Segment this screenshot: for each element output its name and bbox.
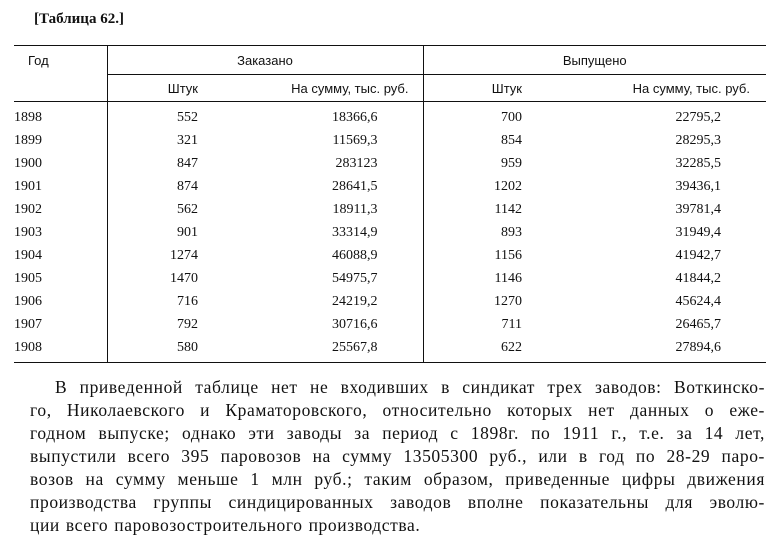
cell-year: 1908 [14,336,107,363]
cell-rel-units: 959 [423,152,547,175]
table-row [14,175,766,198]
table-row [14,221,766,244]
cell-ord-sum: 11569,3 [332,132,378,148]
cell-ord-units: 874 [107,175,210,198]
col-year-header: Год [14,46,107,102]
cell-rel-units: 700 [423,102,547,130]
cell-year: 1898 [14,109,42,125]
cell-rel-units: 622 [423,336,547,363]
cell-ord-units: 847 [107,152,210,175]
cell-year: 1906 [14,293,42,309]
cell-ord-units: 321 [107,129,210,152]
cell-rel-sum: 45624,4 [675,293,721,309]
cell-ord-sum: 28641,5 [332,178,378,194]
cell-rel-units: 1270 [423,290,547,313]
cell-rel-sum: 22795,2 [675,109,721,125]
cell-rel-sum: 41844,2 [675,270,721,286]
cell-year: 1899 [14,132,42,148]
table-row [14,244,766,267]
cell-rel-units: 1202 [423,175,547,198]
cell-rel-sum: 32285,5 [675,155,721,171]
ordered-sum-header: На сумму, тыс. руб. [210,75,423,102]
cell-year: 1905 [14,270,42,286]
cell-ord-sum: 18366,6 [332,109,378,125]
released-sum-header: На сумму, тыс. руб. [547,75,766,102]
cell-rel-units: 1156 [423,244,547,267]
cell-ord-sum: 25567,8 [210,336,423,363]
table-row [14,102,766,130]
table-row [14,290,766,313]
table-row [14,313,766,336]
cell-ord-units: 716 [107,290,210,313]
locomotive-table [14,45,766,363]
paragraph-line: производства группы синдицированных заводов вполне показательны для эволю- [30,492,765,512]
cell-rel-units: 854 [423,129,547,152]
ordered-units-header: Штук [107,75,210,102]
cell-year: 1901 [14,178,42,194]
cell-year: 1900 [14,155,42,171]
paragraph-line: ции всего паровозостроительного производства. [30,515,421,535]
cell-rel-units: 893 [423,221,547,244]
cell-ord-sum: 24219,2 [332,293,378,309]
cell-year: 1903 [14,224,42,240]
cell-rel-sum: 28295,3 [675,132,721,148]
body-paragraph [30,376,765,537]
cell-rel-sum: 39781,4 [675,201,721,217]
paragraph-line: В приведенной таблице нет не входивших в синдикат трех заводов: Воткинско- [55,377,765,397]
cell-rel-sum: 31949,4 [675,224,721,240]
cell-rel-units: 1142 [423,198,547,221]
cell-year: 1907 [14,316,42,332]
cell-ord-units: 552 [107,102,210,130]
paragraph-line: годном выпуске; однако эти заводы за период с 1898г. по 1911 г., т.е. за 14 лет, [30,423,765,443]
cell-ord-units: 1470 [107,267,210,290]
paragraph-line: го, Николаевского и Краматоровского, относительно которых нет данных о еже- [30,400,765,420]
paragraph-line: возов на сумму меньше 1 млн руб.; таким образом, приведенные цифры движения [30,469,765,489]
released-units-header: Штук [423,75,547,102]
cell-ord-units: 580 [107,336,210,363]
group-ordered-header: Заказано [107,46,423,75]
cell-ord-units: 562 [107,198,210,221]
cell-ord-sum: 46088,9 [332,247,378,263]
cell-year: 1902 [14,201,42,217]
cell-ord-units: 792 [107,313,210,336]
table-row [14,152,766,175]
table-caption: [Таблица 62.] [34,11,124,27]
cell-rel-sum: 39436,1 [675,178,721,194]
cell-ord-units: 901 [107,221,210,244]
cell-rel-units: 711 [423,313,547,336]
paragraph-line: выпустили всего 395 паровозов на сумму 13505300 руб., или в год по 28-29 паро- [30,446,765,466]
table-row [14,198,766,221]
table-row [14,129,766,152]
table-row [14,267,766,290]
cell-ord-sum: 30716,6 [332,316,378,332]
cell-rel-sum: 27894,6 [547,336,766,363]
cell-year: 1904 [14,247,42,263]
cell-ord-sum: 33314,9 [332,224,378,240]
cell-ord-sum: 283123 [335,155,378,171]
cell-ord-units: 1274 [107,244,210,267]
table-row [14,336,766,363]
cell-ord-sum: 54975,7 [332,270,378,286]
cell-rel-units: 1146 [423,267,547,290]
cell-rel-sum: 41942,7 [675,247,721,263]
cell-ord-sum: 18911,3 [332,201,378,217]
cell-rel-sum: 26465,7 [675,316,721,332]
group-released-header: Выпущено [423,46,766,75]
